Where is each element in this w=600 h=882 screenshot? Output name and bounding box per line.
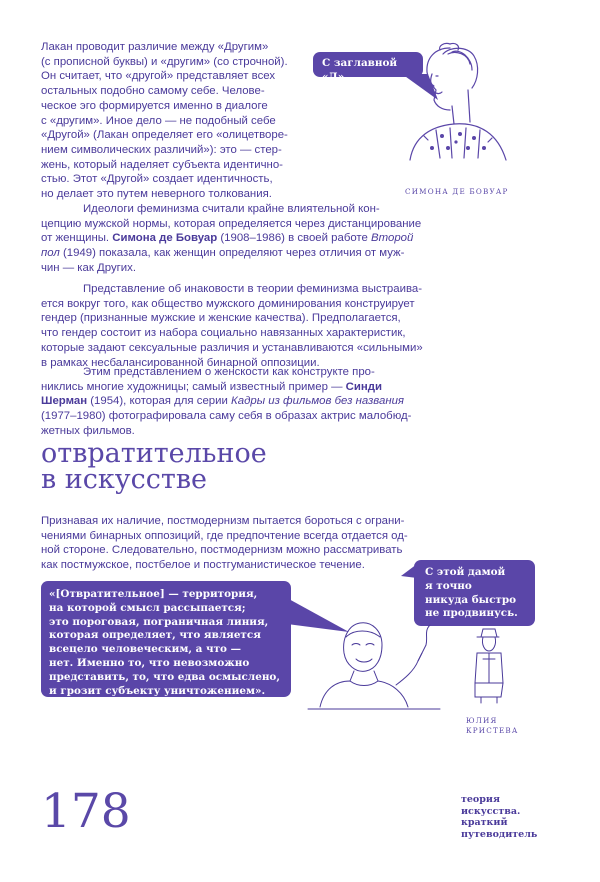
text-run: никлись многие художницы; самый известный пример — (41, 380, 346, 393)
speech-bubble-kristeva (41, 581, 291, 697)
caption-beauvoir: СИМОНА ДЕ БОВУАР (405, 187, 509, 196)
book-title-line: краткий (461, 817, 508, 828)
text-line: чениями бинарных оппозиций, где предпочтение всегда отдается од- (41, 529, 408, 542)
text-line: Он считает, что «другой» представляет всех (41, 70, 276, 83)
text-line: ной стороне. Следовательно, постмодернизм можно рассматривать (41, 544, 403, 557)
text-line: нием символических различий»): это — стер- (41, 143, 282, 156)
text-line: ческое эго формируется именно в диалоге (41, 99, 268, 112)
text-line: жетных фильмов. (41, 424, 135, 437)
text-line: в рамках несбалансированной бинарной оппозиции. (41, 356, 320, 369)
paragraph-otherness (41, 282, 423, 370)
text-line (41, 231, 421, 246)
text-run: (1908–1986) в своей работе (217, 232, 372, 245)
text-line (41, 394, 411, 409)
text-line: с «другим». Иное дело — не подобный себе (41, 114, 276, 127)
text-line: ется вокруг того, как общество мужского доминирования конструирует (41, 297, 415, 310)
paragraph-feminism (41, 202, 421, 276)
text-line: чин — как Других. (41, 261, 137, 274)
page-number: 178 (41, 784, 131, 839)
section-heading (41, 438, 267, 495)
bubble-line: никуда быстро (425, 593, 517, 606)
text-line: как постмужское, постбелое и постгуманистическое течение. (41, 559, 365, 572)
kristeva-portrait-illustration (300, 615, 450, 715)
series-title-italic: Кадры из фильмов без названия (231, 395, 405, 408)
heading-line: в искусстве (41, 464, 208, 495)
text-line: которые задают сексуальные различия и устанавливаются «сильными» (41, 341, 423, 354)
bubble-line: и грозит субъекту уничтожением». (49, 684, 266, 697)
text-line (41, 246, 421, 261)
text-line: гендер (признанные мужские и женские качества). Предполагается, (41, 312, 401, 325)
text-line: Признавая их наличие, постмодернизм пытается бороться с ограни- (41, 515, 405, 527)
bubble-tail-man (397, 562, 421, 582)
bubble-line: всецело человеческим, а что — (49, 643, 241, 656)
text-line: но делает это путем неверного толкования. (41, 188, 272, 201)
text-line (41, 380, 411, 395)
text-line: Представление об инаковости в теории феминизма выстраива- (83, 283, 422, 295)
heading-line: отвратительное (41, 438, 267, 469)
bubble-line: я точно (425, 579, 472, 592)
book-title-line: теория (461, 794, 500, 805)
text-run: от женщины. (41, 232, 113, 245)
caption-line: ЮЛИЯ (466, 716, 498, 725)
name-beauvoir: Симона де Бовуар (112, 232, 218, 245)
running-book-title (461, 794, 537, 840)
bubble-line: представить, то, что едва осмыслено, (49, 670, 280, 683)
text-run: (1954), которая для серии (87, 395, 232, 408)
text-line: (с прописной буквы) и «другим» (со строчной). (41, 55, 288, 68)
text-line: Идеологи феминизма считали крайне влиятельной кон- (83, 203, 380, 215)
name-sherman: Синди (345, 380, 382, 393)
caption-kristeva (466, 716, 519, 736)
man-in-hat-illustration (463, 625, 513, 705)
caption-line: КРИСТЕВА (466, 726, 519, 735)
bubble-line: «[Отвратительное] — территория, (49, 588, 258, 600)
paragraph-postmodernism (41, 514, 408, 573)
bubble-line: С этой дамой (425, 566, 506, 578)
text-run: (1949) показала, как женщин определяют через отличия от муж- (59, 247, 405, 260)
book-title-line: путеводитель (461, 828, 538, 840)
paragraph-artists (41, 365, 411, 439)
text-line: что гендер состоит из набора социально навязанных характеристик, (41, 327, 406, 340)
book-title-italic: Второй (371, 232, 414, 245)
text-line: стью. Этот «Другой» создает идентичность, (41, 173, 273, 186)
text-line: цепцию мужской нормы, которая определяется через дистанцирование (41, 217, 422, 230)
text-line: остальных подобно самому себе. Челове- (41, 85, 265, 98)
bubble-line: не продвинусь. (425, 607, 518, 620)
bubble-line: нет. Именно то, что невозможно (49, 656, 250, 669)
name-sherman: Шерман (41, 395, 88, 408)
text-line: (1977–1980) фотографировала саму себя в образах актрис малобюд- (41, 410, 412, 423)
bubble-line: которая определяет, что является (49, 629, 261, 642)
book-title-line: искусства. (461, 805, 521, 817)
text-line: жень, который наделяет субъекта идентично- (41, 158, 283, 171)
bubble-tail-beauvoir (400, 74, 440, 104)
text-line: «Другой» (Лакан определяет его «олицетворе- (41, 129, 288, 142)
text-line: Лакан проводит различие между «Другим» (41, 41, 269, 53)
book-title-italic: пол (41, 247, 60, 260)
bubble-text: С заглавной «Д». (322, 57, 398, 83)
text-line: Этим представлением о женскости как конструкте про- (83, 366, 375, 378)
bubble-line: на которой смысл рассыпается; (49, 601, 246, 614)
paragraph-lacan (41, 40, 288, 202)
bubble-line: это пороговая, пограничная линия, (49, 615, 269, 628)
